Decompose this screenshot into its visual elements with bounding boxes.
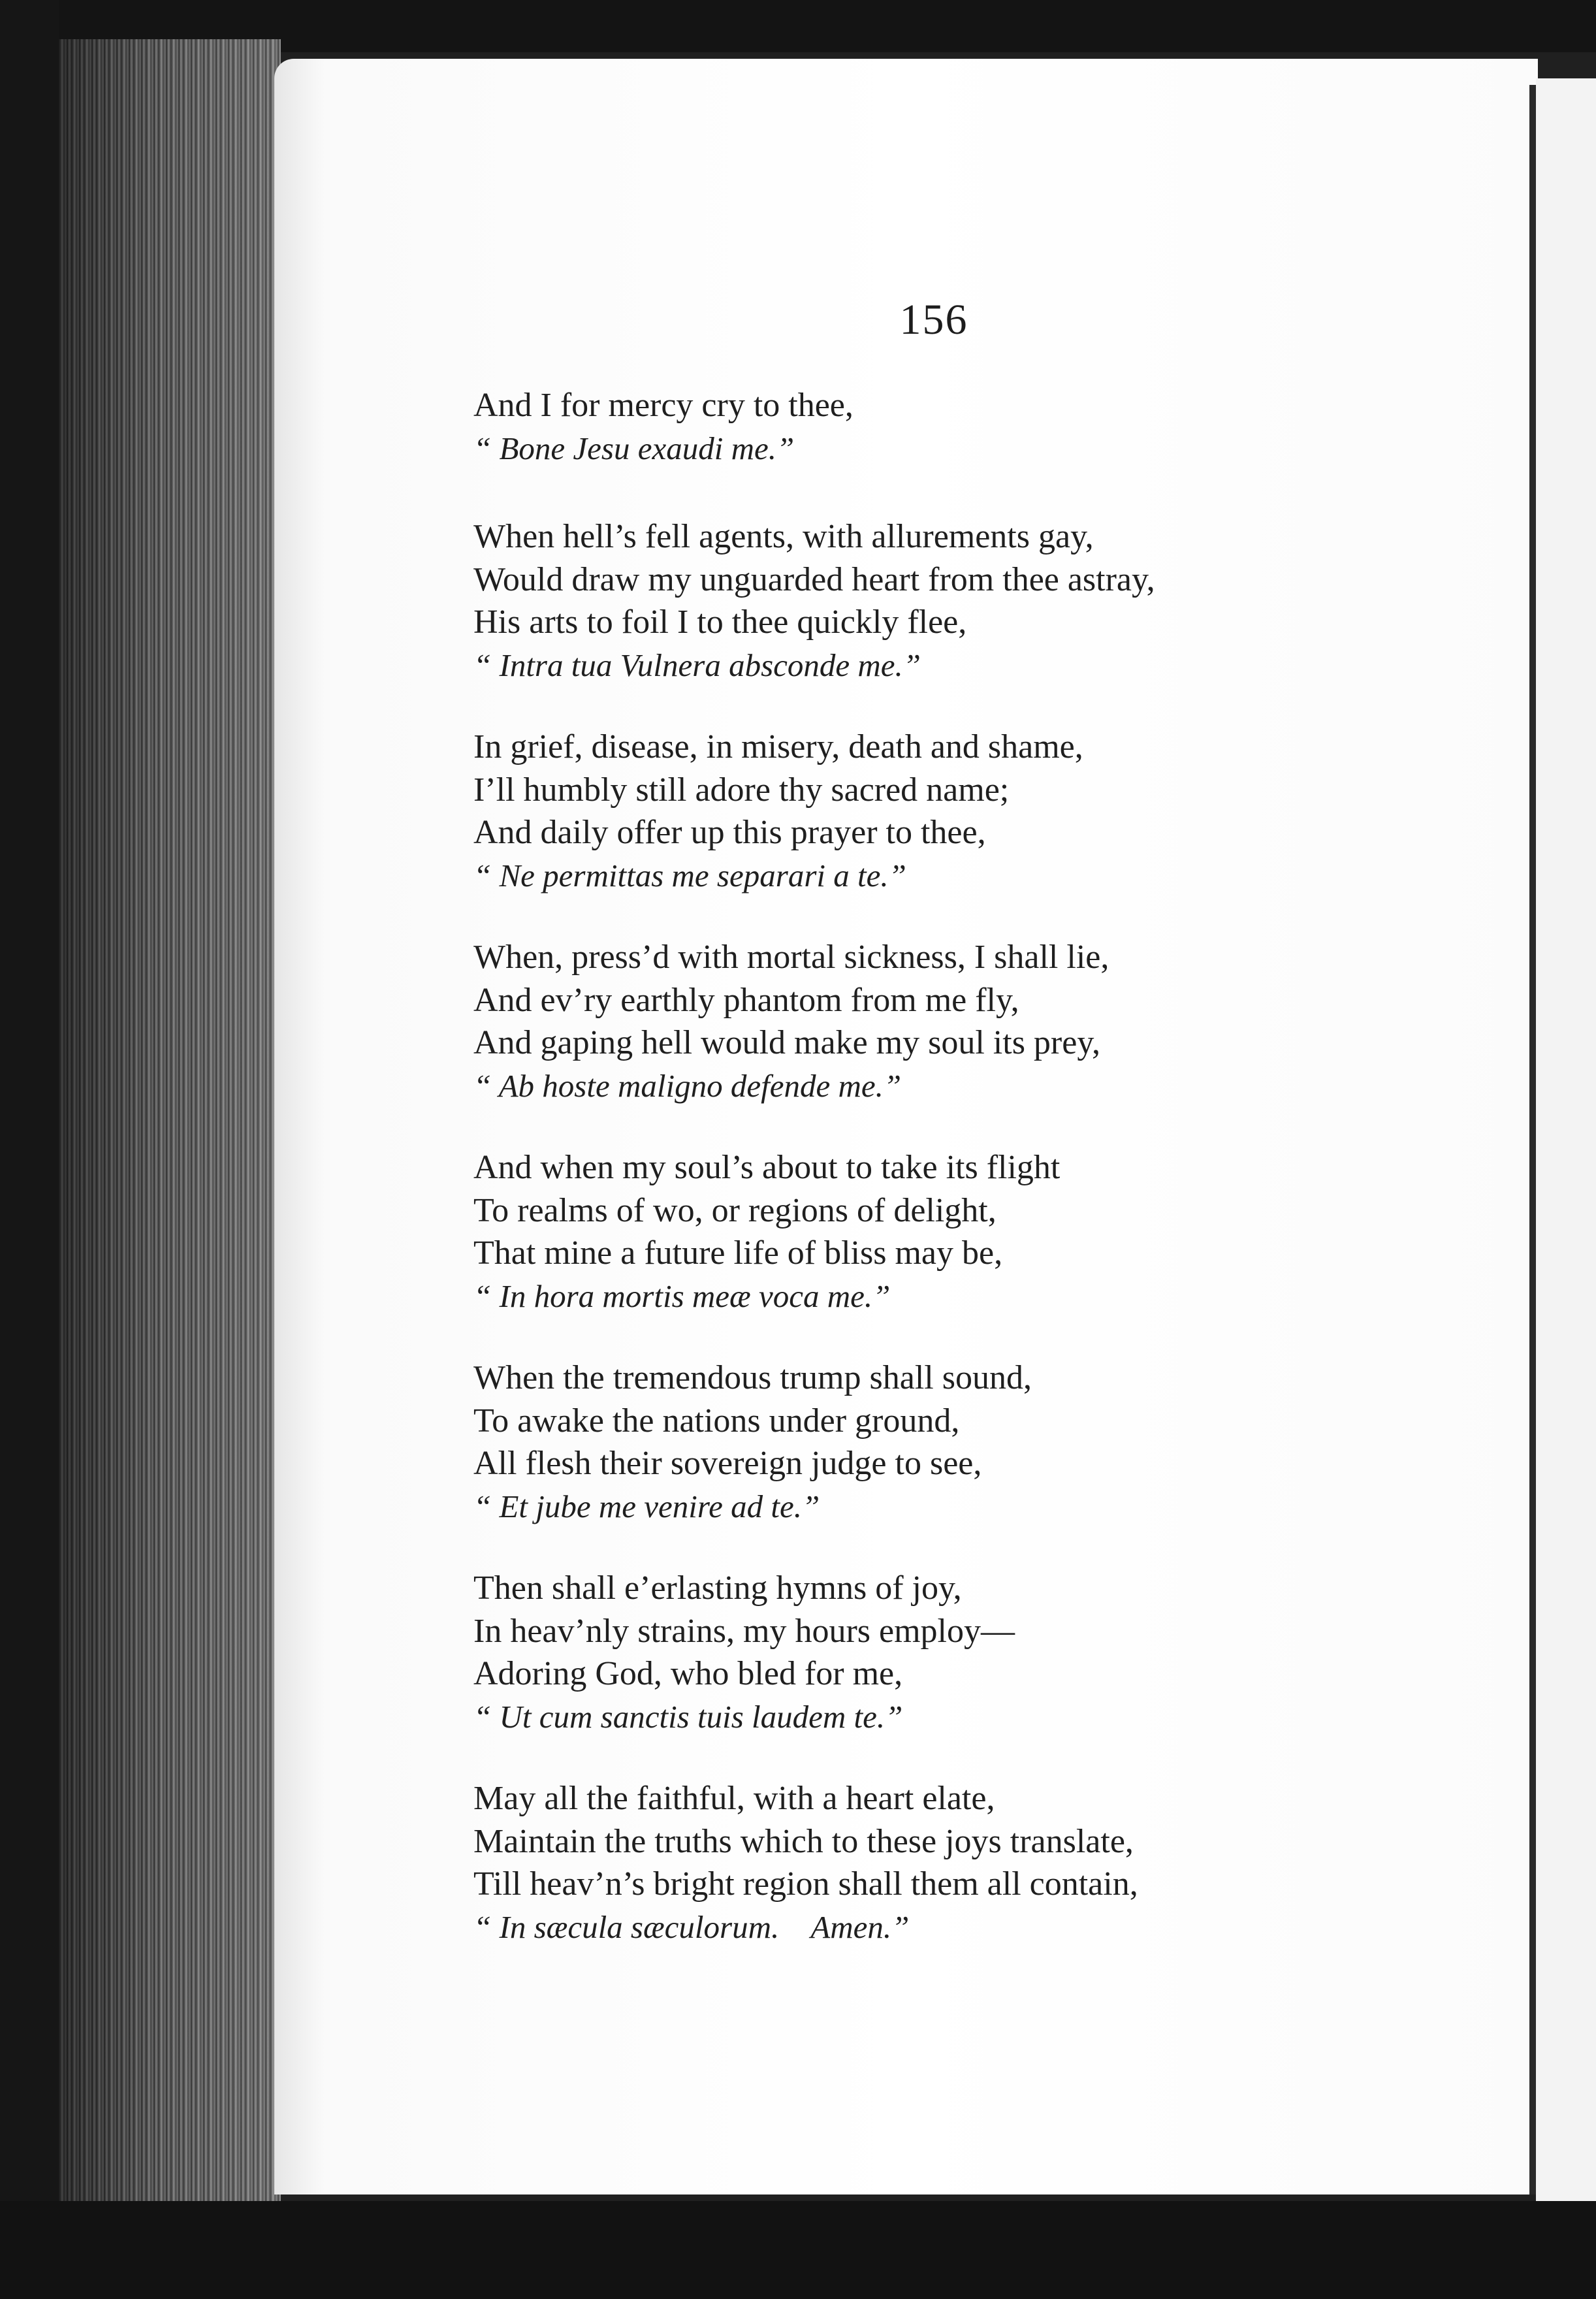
- stanza: [473, 726, 1492, 897]
- verse-line: When the tremendous trump shall sound,: [473, 1359, 1032, 1396]
- verse-line: Till heav’n’s bright region shall them all contain,: [473, 1865, 1138, 1903]
- verse-line: Then shall e’erlasting hymns of joy,: [473, 1569, 962, 1607]
- gutter-shadow-line: [1529, 85, 1536, 2194]
- latin-refrain: “ In hora mortis meæ voca me.”: [473, 1278, 891, 1314]
- stanza: [473, 1567, 1492, 1738]
- verse-line: And ev’ry earthly phantom from me fly,: [473, 981, 1019, 1019]
- stanza: [473, 515, 1492, 686]
- book-page-edges-shadow: [59, 39, 281, 2214]
- verse-line: To realms of wo, or regions of delight,: [473, 1191, 997, 1229]
- verse-line: In heav’nly strains, my hours employ—: [473, 1612, 1015, 1650]
- stanza: [473, 936, 1492, 1107]
- scan-border-bottom: [0, 2201, 1596, 2299]
- poem-text: [473, 384, 1492, 1987]
- verse-line: That mine a future life of bliss may be,: [473, 1234, 1003, 1272]
- latin-refrain: “ Bone Jesu exaudi me.”: [473, 430, 795, 466]
- facing-page-edge: [1536, 78, 1596, 2201]
- verse-line: May all the faithful, with a heart elate,: [473, 1780, 995, 1817]
- verse-line: When hell’s fell agents, with allurements gay,: [473, 518, 1094, 555]
- latin-refrain: “ Intra tua Vulnera absconde me.”: [473, 647, 921, 683]
- verse-line: And gaping hell would make my soul its prey,: [473, 1024, 1100, 1061]
- scan-border-left: [0, 0, 59, 2299]
- verse-line: To awake the nations under ground,: [473, 1402, 960, 1439]
- stanza: [473, 384, 1492, 470]
- stanza: [473, 1777, 1492, 1948]
- latin-refrain: “ In sæcula sæculorum. Amen.”: [473, 1908, 910, 1945]
- latin-refrain: “ Ut cum sanctis tuis laudem te.”: [473, 1698, 903, 1735]
- verse-line: All flesh their sovereign judge to see,: [473, 1445, 982, 1482]
- stanza: [473, 1146, 1492, 1317]
- latin-refrain: “ Ab hoste maligno defende me.”: [473, 1067, 902, 1104]
- verse-line: Adoring God, who bled for me,: [473, 1655, 903, 1692]
- verse-line: When, press’d with mortal sickness, I shall lie,: [473, 939, 1109, 976]
- verse-line: In grief, disease, in misery, death and shame,: [473, 728, 1083, 765]
- verse-line: And I for mercy cry to thee,: [473, 387, 854, 424]
- verse-line: Maintain the truths which to these joys translate,: [473, 1822, 1134, 1860]
- stanza: [473, 1357, 1492, 1528]
- page-number: 156: [899, 296, 968, 344]
- verse-line: Would draw my unguarded heart from thee astray,: [473, 560, 1155, 598]
- verse-line: And daily offer up this prayer to thee,: [473, 814, 986, 851]
- verse-line: And when my soul’s about to take its flight: [473, 1149, 1061, 1186]
- latin-refrain: “ Ne permittas me separari a te.”: [473, 857, 906, 893]
- verse-line: His arts to foil I to thee quickly flee,: [473, 603, 967, 641]
- verse-line: I’ll humbly still adore thy sacred name;: [473, 771, 1010, 809]
- latin-refrain: “ Et jube me venire ad te.”: [473, 1488, 820, 1524]
